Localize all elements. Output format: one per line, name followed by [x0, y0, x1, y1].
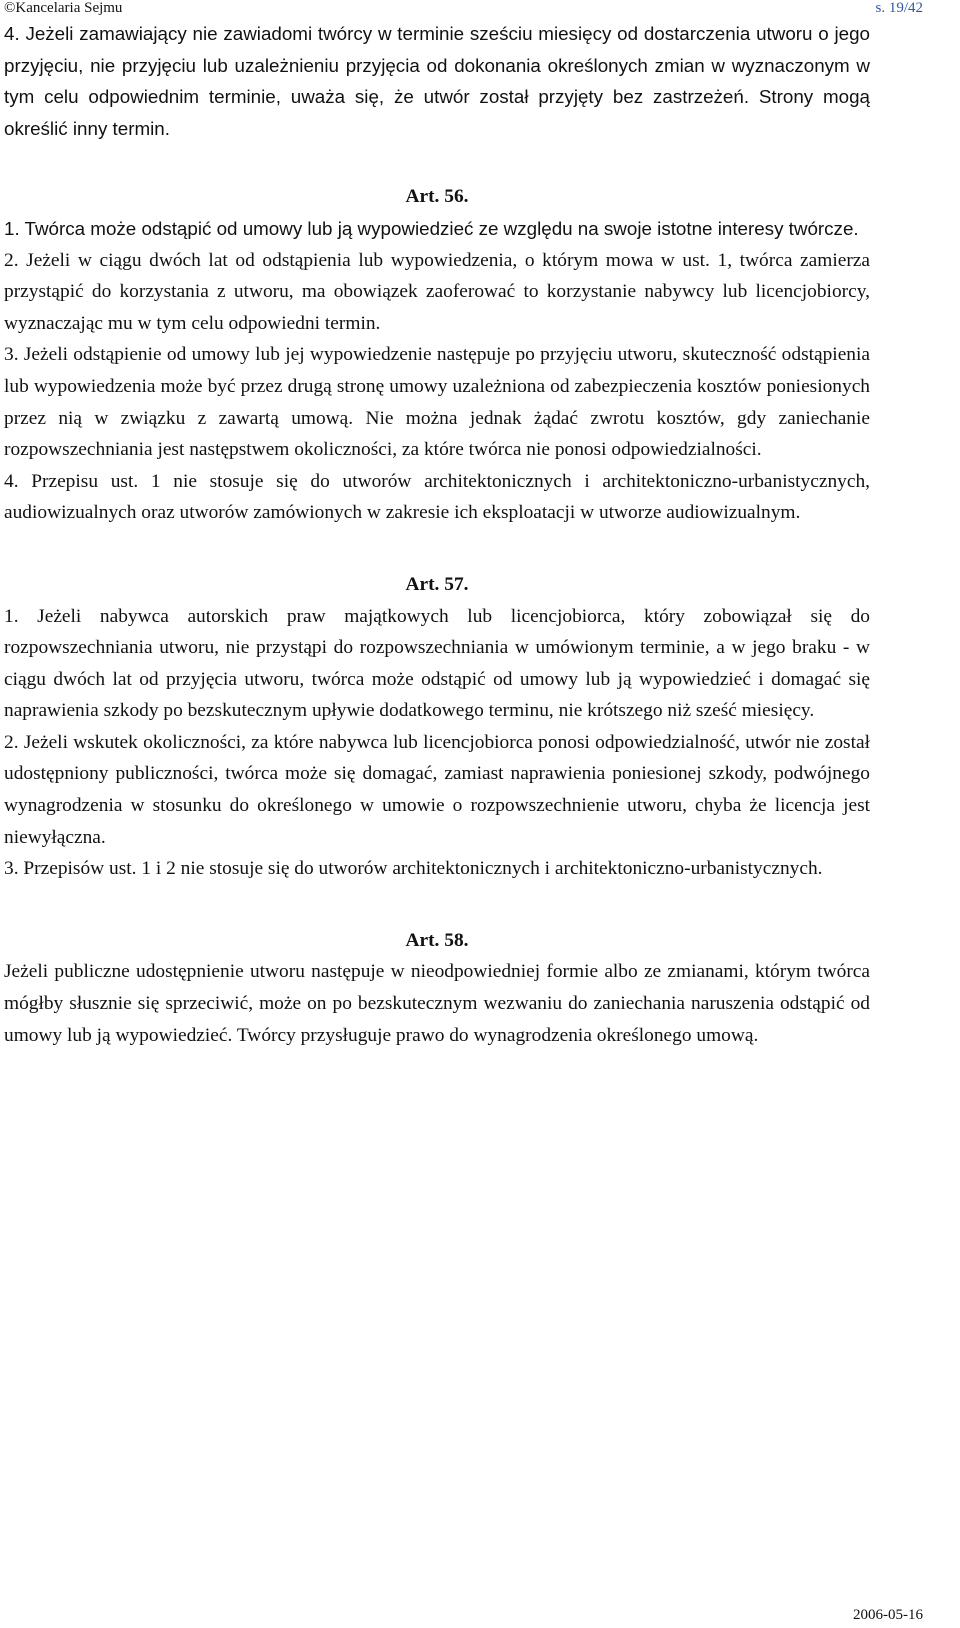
copyright-header: ©Kancelaria Sejmu — [4, 0, 123, 16]
art56-paragraph-3: 3. Jeżeli odstąpienie od umowy lub jej wypowiedzenie następuje po przyjęciu utworu, skuteczność odstąpienia lub wypowiedzenia może być przez drugą stronę umowy uzależniona od zabezpieczenia kosztów poniesionych przez nią w związku z zawartą umową. Nie można jednak żądać zwrotu kosztów, gdy zaniechanie rozpowszechniania jest następstwem okoliczności, za które twórca nie ponosi odpowiedzialności. — [4, 344, 870, 461]
document-body — [4, 18, 870, 1051]
art56-paragraph-2: 2. Jeżeli w ciągu dwóch lat od odstąpienia lub wypowiedzenia, o którym mowa w ust. 1, twórca zamierza przystąpić do korzystania z utworu, ma obowiązek zaoferować to korzystanie nabywcy lub licencjobiorcy, wyznaczając mu w tym celu odpowiedni termin. — [4, 249, 870, 334]
art56-paragraph-1: 1. Twórca może odstąpić od umowy lub ją wypowiedzieć ze względu na swoje istotne interesy twórcze. — [4, 217, 859, 239]
art57-paragraph-1: 1. Jeżeli nabywca autorskich praw majątkowych lub licencjobiorca, który zobowiązał się do rozpowszechniania utworu, nie przystąpi do rozpowszechniania w umówionym terminie, a w jego braku - w ciągu dwóch lat od przyjęcia utworu, twórca może odstąpić od umowy lub ją wypowiedzieć i domagać się naprawienia szkody po bezskutecznym upływie dodatkowego terminu, nie krótszego niż sześć miesięcy. — [4, 605, 870, 722]
art56-paragraph-4: 4. Przepisu ust. 1 nie stosuje się do utworów architektonicznych i architektoniczno-urbanistycznych, audiowizualnych oraz utworów zamówionych w zakresie ich eksploatacji w utworze audiowizualnym. — [4, 470, 870, 524]
article-56-title: Art. 56. — [405, 186, 469, 208]
article-57-title: Art. 57. — [405, 573, 469, 595]
art57-paragraph-2: 2. Jeżeli wskutek okoliczności, za które nabywca lub licencjobiorca ponosi odpowiedzialność, utwór nie został udostępniony publiczności, twórca może się domagać, zamiast naprawienia poniesionej szkody, podwójnego wynagrodzenia w stosunku do określonego w umowie o rozpowszechnienie utworu, chyba że licencja jest niewyłączna. — [4, 731, 870, 848]
art57-paragraph-3: 3. Przepisów ust. 1 i 2 nie stosuje się do utworów architektonicznych i architektoniczno-urbanistycznych. — [4, 858, 823, 880]
art58-paragraph-1: Jeżeli publiczne udostępnienie utworu następuje w nieodpowiedniej formie albo ze zmianami, którym twórca mógłby słusznie się sprzeciwić, może on po bezskutecznym wezwaniu do zaniechania naruszenia odstąpić od umowy lub ją wypowiedzieć. Twórcy przysługuje prawo do wynagrodzenia określonego umową. — [4, 961, 870, 1046]
art55-paragraph-4: 4. Jeżeli zamawiający nie zawiadomi twórcy w terminie sześciu miesięcy od dostarczenia utworu o jego przyjęciu, nie przyjęciu lub uzależnieniu przyjęcia od dokonania określonych zmian w wyznaczonym w tym celu odpowiednim terminie, uważa się, że utwór został przyjęty bez zastrzeżeń. Strony mogą określić inny termin. — [4, 23, 870, 139]
footer-date: 2006-05-16 — [853, 1607, 923, 1623]
page-number: s. 19/42 — [875, 0, 923, 16]
article-58-title: Art. 58. — [405, 929, 469, 951]
